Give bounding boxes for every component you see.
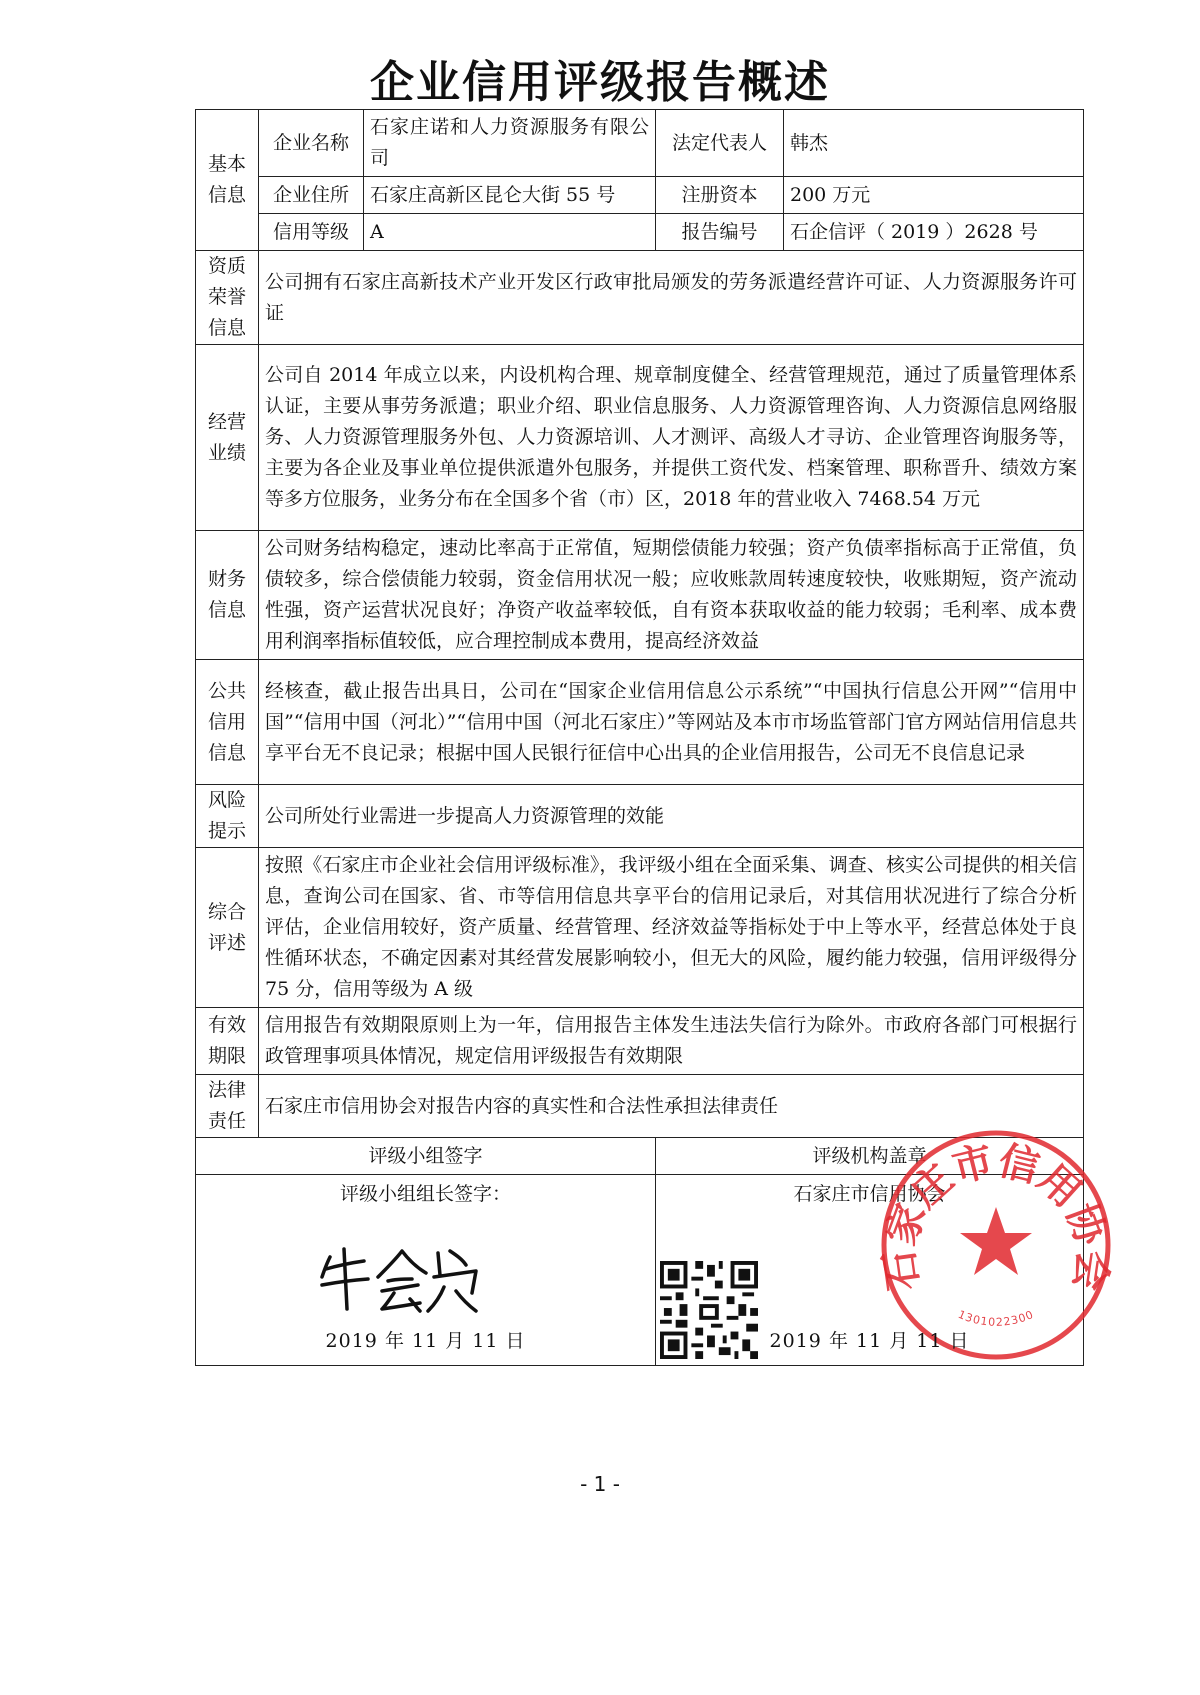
validity-text: 信用报告有效期限原则上为一年，信用报告主体发生违法失信行为除外。市政府各部门可根据行政管理事项具体情况，规定信用评级报告有效期限: [259, 1008, 1084, 1075]
agency-seal-header: 评级机构盖章: [656, 1138, 1084, 1175]
label-company-name: 企业名称: [259, 110, 364, 177]
row-qualification: [196, 251, 1084, 345]
risk-text: 公司所处行业需进一步提高人力资源管理的效能: [259, 785, 1084, 848]
page-title: 企业信用评级报告概述: [370, 57, 830, 108]
registered-capital: 200 万元: [784, 177, 1084, 214]
row-company-name: [196, 110, 1084, 177]
svg-text:1301022300: 1301022300: [956, 1307, 1036, 1329]
label-rating: 信用等级: [259, 214, 364, 251]
agency-name: 石家庄市信用协会: [793, 1183, 946, 1205]
section-finance: 财务信息: [196, 531, 259, 660]
section-business: 经营业绩: [196, 345, 259, 531]
group-signature-date: 2019 年 11 月 11 日: [325, 1330, 526, 1352]
seal-text: 石家庄市信用协会: [876, 1137, 1116, 1294]
report-number: 石企信评（ 2019 ）2628 号: [784, 214, 1084, 251]
qualification-text: 公司拥有石家庄高新技术产业开发区行政审批局颁发的劳务派遣经营许可证、人力资源服务许可证: [259, 251, 1084, 345]
row-signatures: [196, 1175, 1084, 1366]
row-validity: [196, 1008, 1084, 1075]
section-summary: 综合评述: [196, 848, 259, 1008]
legal-text: 石家庄市信用协会对报告内容的真实性和合法性承担法律责任: [259, 1075, 1084, 1138]
report-table: [195, 109, 1116, 1366]
leader-signature-label: 评级小组组长签字：: [339, 1183, 511, 1205]
row-rating: [196, 214, 1084, 251]
row-business: [196, 345, 1084, 531]
label-report-no: 报告编号: [656, 214, 784, 251]
summary-text: 按照《石家庄市企业社会信用评级标准》，我评级小组在全面采集、调查、核实公司提供的相关信息，查询公司在国家、省、市等信用信息共享平台的信用记录后，对其信用状况进行了综合分析评估，企业信用较好，资产质量、经营管理、经济效益等指标处于中上等水平，经营总体处于良性循环状态，不确定因素对其经营发展影响较小，但无大的风险，履约能力较强，信用评级得分 75 分，信用等级为 A 级: [259, 848, 1084, 1008]
label-capital: 注册资本: [656, 177, 784, 214]
finance-text: 公司财务结构稳定，速动比率高于正常值，短期偿债能力较强；资产负债率指标高于正常值，负债较多，综合偿债能力较弱，资金信用状况一般；应收账款周转速度较快，收账期短，资产流动性强，资产运营状况良好；净资产收益率较低，自有资本获取收益的能力较弱；毛利率、成本费用利润率指标值较低，应合理控制成本费用，提高经济效益: [259, 531, 1084, 660]
group-signature-cell: [196, 1175, 656, 1366]
section-basic-info: 基本信息: [196, 110, 259, 251]
credit-rating: A: [364, 214, 656, 251]
company-address: 石家庄高新区昆仑大街 55 号: [364, 177, 656, 214]
handwritten-signature: [316, 1235, 486, 1315]
row-public-credit: [196, 660, 1084, 785]
row-address: [196, 177, 1084, 214]
star-icon: [960, 1207, 1032, 1275]
group-signature-header: 评级小组签字: [196, 1138, 656, 1175]
row-summary: [196, 848, 1084, 1008]
section-legal: 法律责任: [196, 1075, 259, 1138]
section-public-credit: 公共信用信息: [196, 660, 259, 785]
agency-seal-date: 2019 年 11 月 11 日: [769, 1330, 970, 1352]
page-number: - 1 -: [580, 1472, 620, 1496]
row-finance: [196, 531, 1084, 660]
section-qualification: 资质荣誉信息: [196, 251, 259, 345]
company-name: 石家庄诺和人力资源服务有限公司: [364, 110, 656, 177]
row-risk: [196, 785, 1084, 848]
legal-rep: 韩杰: [784, 110, 1084, 177]
label-address: 企业住所: [259, 177, 364, 214]
section-validity: 有效期限: [196, 1008, 259, 1075]
public-credit-text: 经核查，截止报告出具日，公司在“国家企业信用信息公示系统”“中国执行信息公开网”“信用中国”“信用中国（河北）”“信用中国（河北石家庄）”等网站及本市市场监管部门官方网站信用信息共享平台无不良记录；根据中国人民银行征信中心出具的企业信用报告，公司无不良信息记录: [259, 660, 1084, 785]
label-legal-rep: 法定代表人: [656, 110, 784, 177]
business-text: 公司自 2014 年成立以来，内设机构合理、规章制度健全、经营管理规范，通过了质量管理体系认证，主要从事劳务派遣；职业介绍、职业信息服务、人力资源管理咨询、人力资源信息网络服务、人力资源管理服务外包、人力资源培训、人才测评、高级人才寻访、企业管理咨询服务等，主要为各企业及事业单位提供派遣外包服务，并提供工资代发、档案管理、职称晋升、绩效方案等多方位服务，业务分布在全国多个省（市）区，2018 年的营业收入 7468.54 万元: [259, 345, 1084, 531]
section-risk: 风险提示: [196, 785, 259, 848]
